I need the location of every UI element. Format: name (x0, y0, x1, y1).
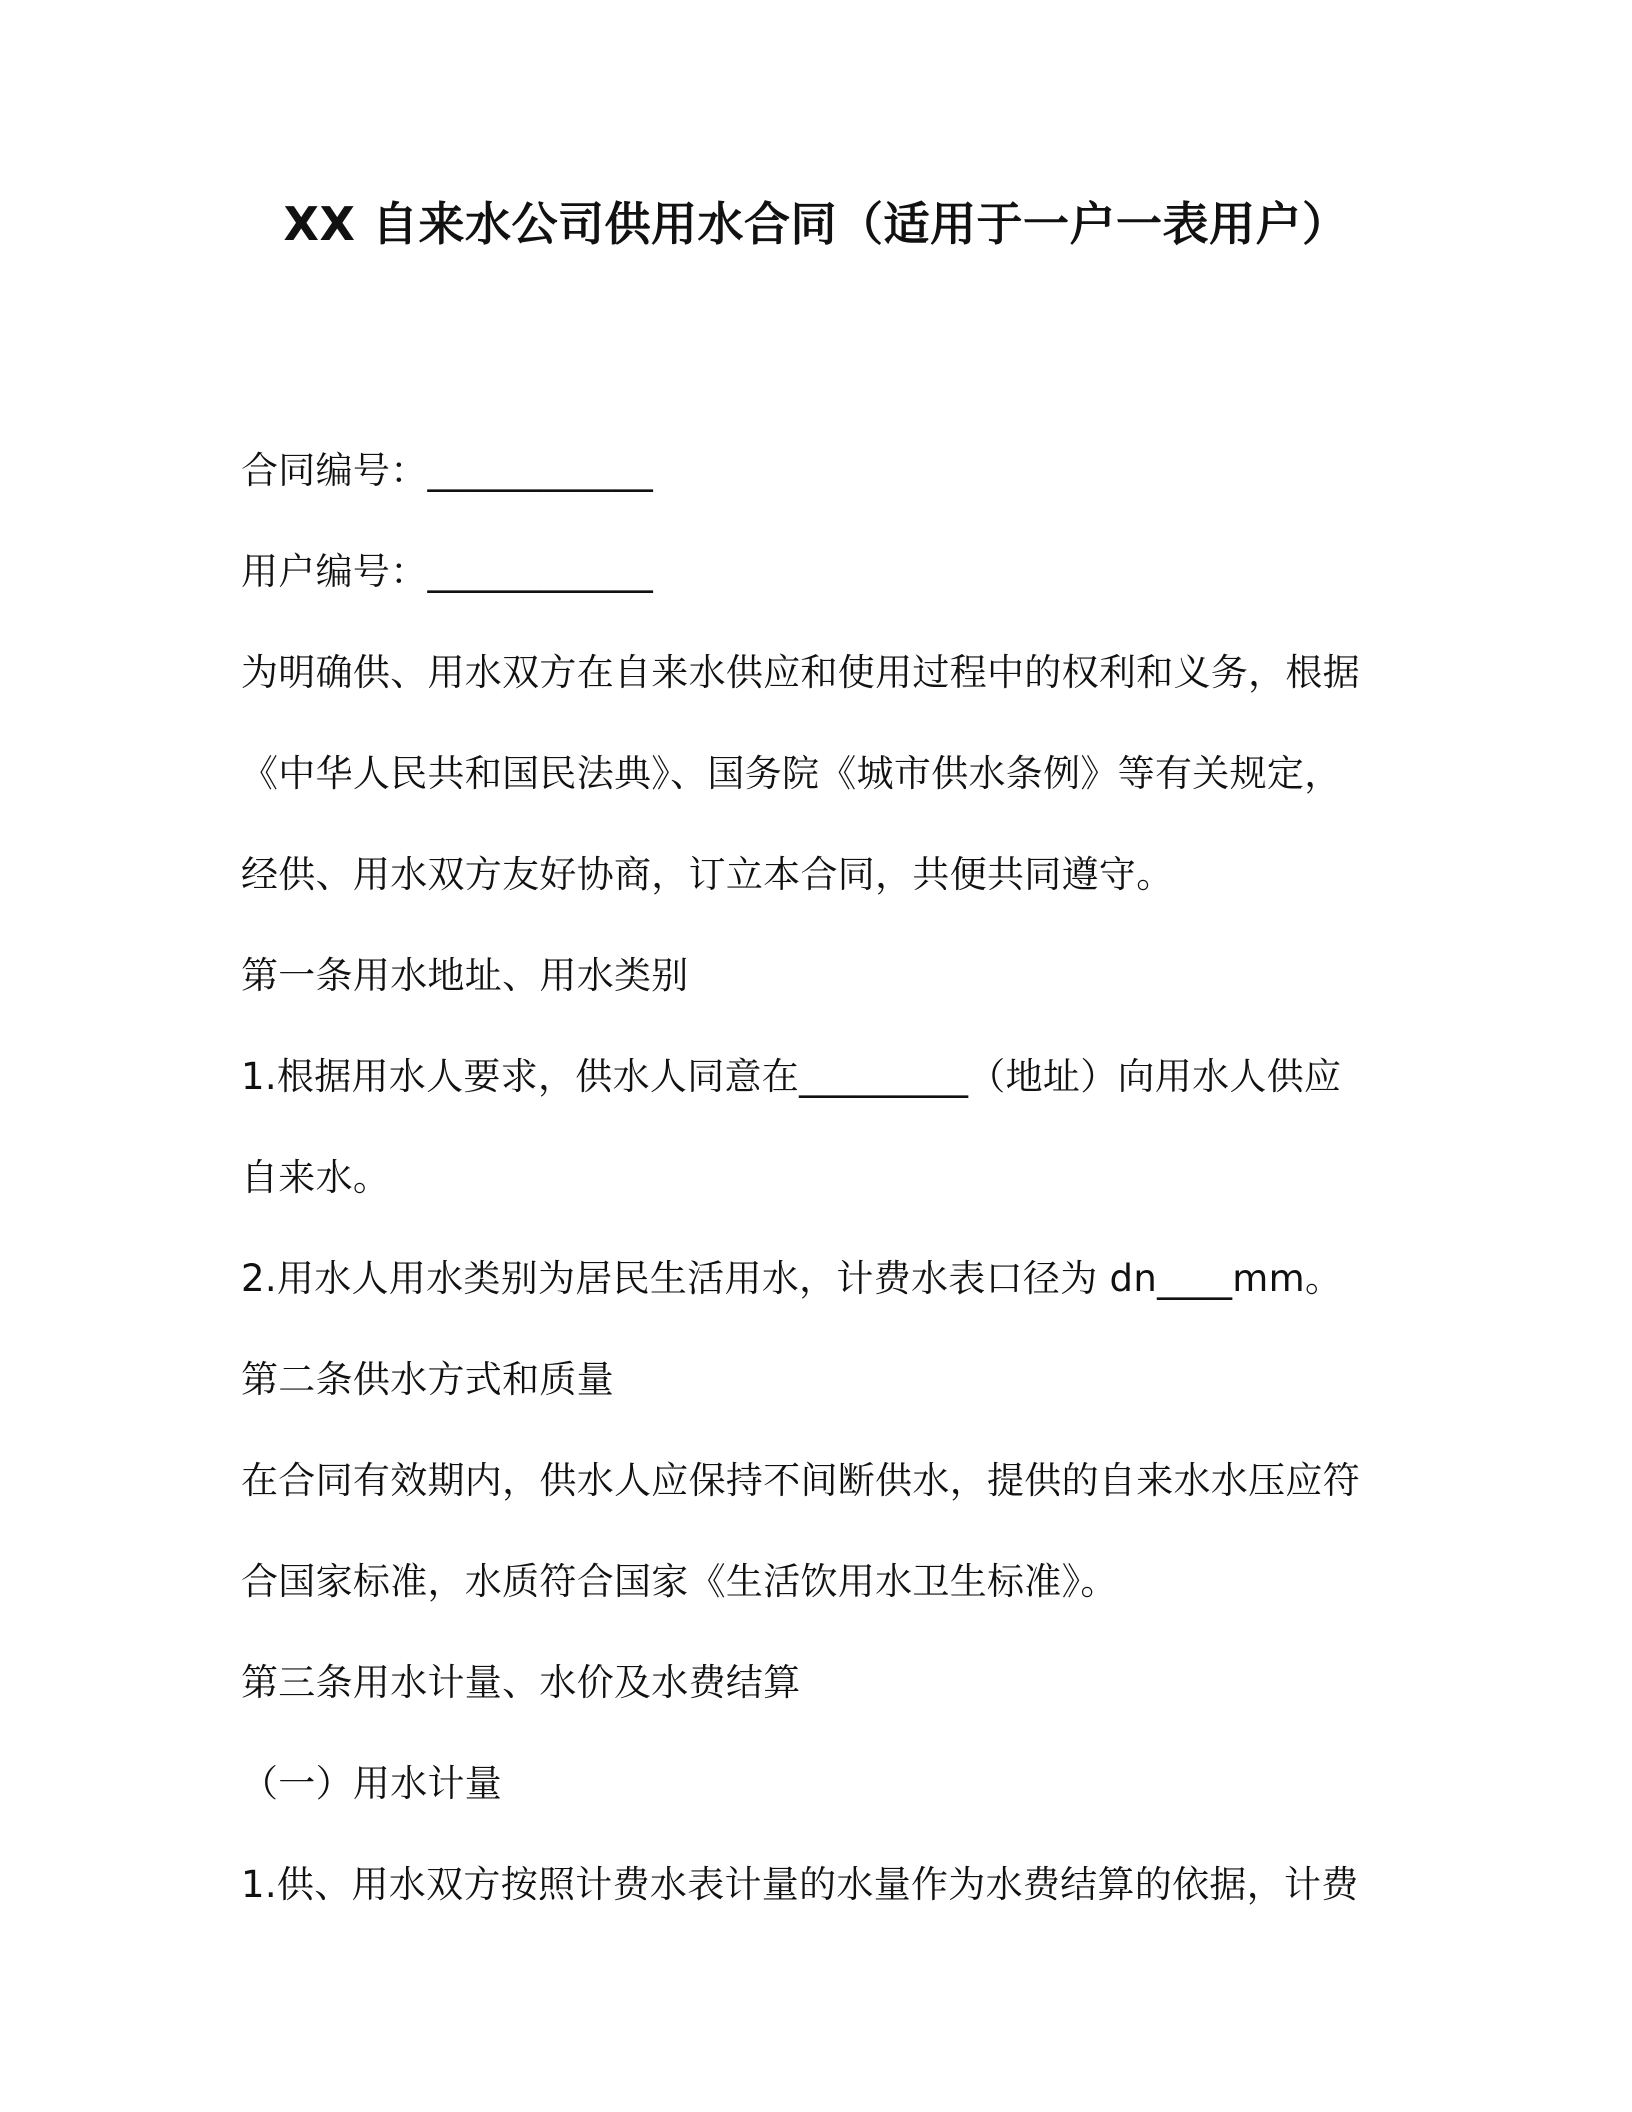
article-2-text-line-1: 在合同有效期内，供水人应保持不间断供水，提供的自来水水压应符 (241, 1459, 1360, 1502)
preamble-line-2: 《中华人民共和国民法典》、国务院《城市供水条例》等有关规定， (241, 752, 1342, 795)
contract-number-line: 合同编号：____________ (241, 449, 654, 492)
article-2-text-line-2: 合国家标准，水质符合国家《生活饮用水卫生标准》。 (241, 1560, 1118, 1603)
preamble-line-1: 为明确供、用水双方在自来水供应和使用过程中的权利和义务，根据 (241, 651, 1360, 694)
article-1-clause-2: 2.用水人用水类别为居民生活用水，计费水表口径为 dn____mm。 (241, 1257, 1343, 1300)
preamble-line-3: 经供、用水双方友好协商，订立本合同，共便共同遵守。 (241, 853, 1174, 896)
article-1-heading: 第一条用水地址、用水类别 (241, 954, 689, 997)
article-3-section-1-clause-1: 1.供、用水双方按照计费水表计量的水量作为水费结算的依据，计费 (241, 1863, 1359, 1906)
user-number-line: 用户编号：____________ (241, 550, 654, 593)
article-1-clause-1-line-2: 自来水。 (241, 1156, 391, 1199)
article-1-clause-1-line-1: 1.根据用水人要求，供水人同意在_________（地址）向用水人供应 (241, 1055, 1342, 1098)
article-2-heading: 第二条供水方式和质量 (241, 1358, 614, 1401)
document-title: XX 自来水公司供用水合同（适用于一户一表用户） (283, 197, 1349, 251)
article-3-section-1-heading: （一）用水计量 (241, 1762, 503, 1805)
article-3-heading: 第三条用水计量、水价及水费结算 (241, 1661, 801, 1704)
document-body (241, 420, 1381, 1935)
